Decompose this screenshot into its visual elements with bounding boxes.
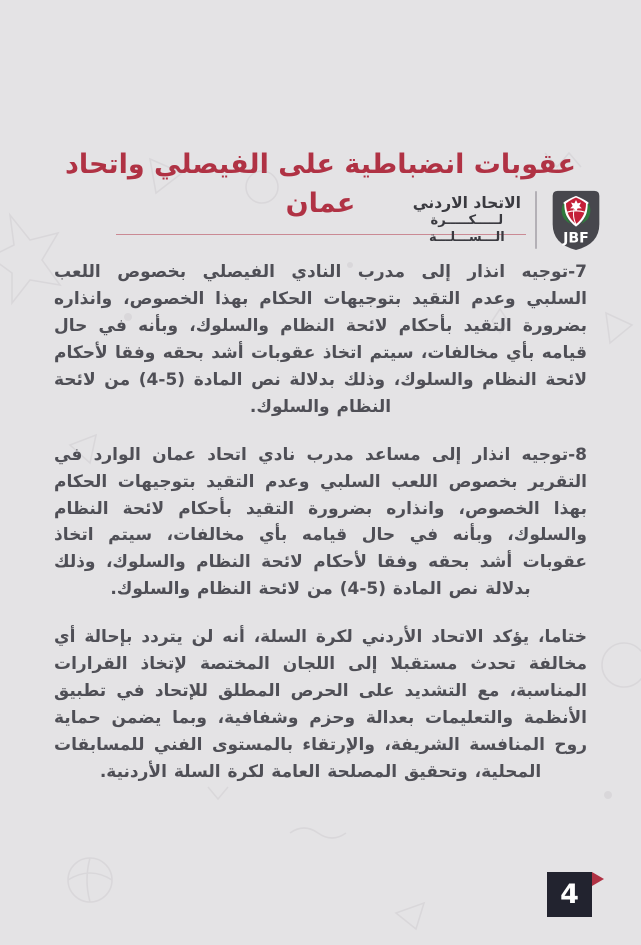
page-number: 4 [560, 879, 579, 910]
content [0, 259, 641, 785]
page-marker-arrow-icon [592, 872, 604, 886]
logo-divider [535, 191, 537, 249]
jbf-logo-icon [551, 189, 601, 251]
jbf-logo-text: JBF [563, 230, 589, 247]
header-brand [413, 189, 601, 251]
poster [0, 145, 641, 945]
org-name [413, 194, 521, 246]
org-name-line2: لـــــكـــــرة [430, 213, 504, 229]
page-number-badge [547, 872, 592, 917]
page-title: عقوبات انضباطية على الفيصلي واتحاد عمان [65, 149, 576, 220]
closing-paragraph: ختاما، يؤكد الاتحاد الأردني لكرة السلة، أنه لن يتردد بإحالة أي مخالفة تحدث مستقبلا إلى اللجان المختصة لإتخاذ القرارات المناسبة، مع التشديد على الحرص المطلق للإتحاد في تطبيق الأنظمة والتعليمات بعدالة وحزم وشفافية، وبما يضمن حماية روح المنافسة الشريفة، والإرتقاء بالمستوى الفني للمسابقات المحلية، وتحقيق المصلحة العامة لكرة السلة الأردنية. [54, 627, 587, 782]
paragraph-8: 8-توجيه انذار إلى مساعد مدرب نادي اتحاد عمان الوارد في التقرير بخصوص اللعب السلبي وعدم التقيد بتوجيهات الحكام بهذا الخصوص، وانذاره بضرورة التقيد بأحكام لائحة النظام والسلوك، وبأنه في حال قيامه بأي مخالفات، سيتم اتخاذ عقوبات أشد بحقه وفقا لأحكام لائحة النظام والسلوك، وذلك بدلالة نص المادة (5-4) من لائحة النظام والسلوك. [54, 444, 587, 600]
org-name-line1: الاتحاد الاردني [412, 194, 521, 213]
org-name-line3: الـــســـلـــة [428, 229, 505, 245]
paragraph-7: 7-توجيه انذار إلى مدرب النادي الفيصلي بخصوص اللعب السلبي وعدم التقيد بتوجيهات الحكام بهذا الخصوص، وانذاره بضرورة التقيد بأحكام لائحة النظام والسلوك، وبأنه في حال قيامه بأي مخالفات، سيتم اتخاذ عقوبات أشد بحقه وفقا لأحكام لائحة النظام والسلوك، وذلك بدلالة نص المادة (5-4) من لائحة النظام والسلوك. [54, 262, 587, 417]
